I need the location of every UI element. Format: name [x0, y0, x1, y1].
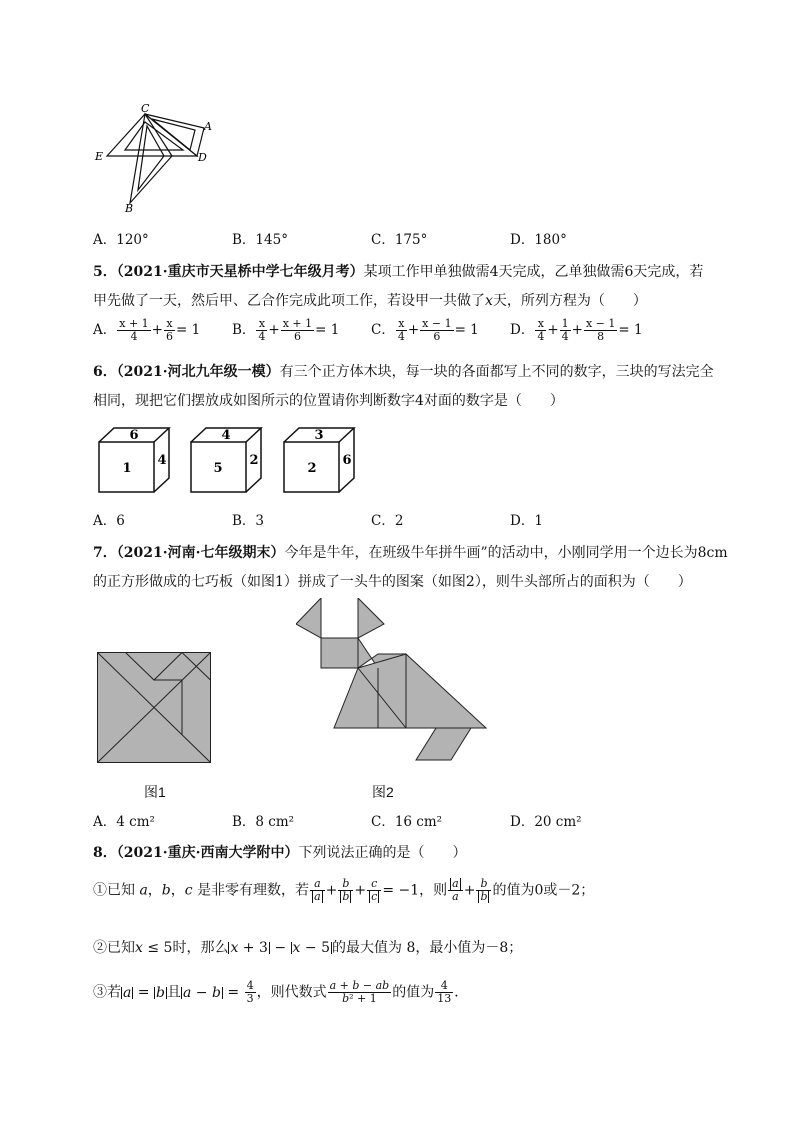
- tangram-bull-figure: [296, 598, 488, 764]
- q5-var: x: [485, 293, 493, 309]
- q5-text2b: 天，所列方程为（ ）: [492, 293, 647, 309]
- q6-option-a: A．6: [93, 513, 125, 529]
- cube1-front: 1: [122, 461, 132, 476]
- q5-option-d: D． $\frac{x}{4}$ + $\frac{1}{4}$ + $\frac{x - 1}{8}$ = 1: [510, 317, 643, 343]
- q7-line2: 的正方形做成的七巧板（如图1）拼成了一头牛的图案（如图2），则牛头部所占的面积为（ ）: [93, 574, 692, 590]
- cubes-figure: [92, 424, 372, 496]
- cube1-right: 4: [157, 453, 167, 468]
- q8-statement-2: ②已知x ≤ 5时，那么 x + 3 − x − 5 的最大值为 8，最小值为－8；: [93, 940, 523, 956]
- cube3-top: 3: [314, 428, 324, 443]
- q5-option-a: A． $\frac{x + 1}{4}$ + $\frac{x}{6}$ = 1: [93, 317, 201, 343]
- q5-line2: [93, 290, 647, 310]
- q6-option-c: C．2: [371, 513, 404, 529]
- q8-statement-3: ③若 a = b 且 a − b = $\frac{4}{3}$ ，则代数式 $\frac{a + b - ab}{\text{b² + 1}}$ 的值为 $\frac{4}{13}$ ．: [93, 979, 469, 1005]
- q7-option-b: B．8 cm²: [232, 814, 295, 830]
- cube3-front: 2: [307, 461, 317, 476]
- tangram-square-figure: [97, 652, 212, 764]
- cube2-front: 5: [213, 461, 223, 476]
- label-a: A: [204, 120, 212, 133]
- q5-text2: 甲先做了一天，然后甲、乙合作完成此项工作，若设甲一共做了: [93, 293, 485, 309]
- q4-option-a: A．120°: [93, 232, 149, 248]
- q7-option-c: C．16 cm²: [371, 814, 443, 830]
- q8-line1: 8．（2021·重庆·西南大学附中）下列说法正确的是（ ）: [93, 845, 467, 861]
- cube2-right: 2: [249, 453, 259, 468]
- label-d: D: [198, 151, 207, 164]
- q7-source: （2021·河南·七年级期末）: [116, 545, 285, 561]
- fig1-caption: 图1: [144, 784, 166, 800]
- q4-option-c: C．175°: [371, 232, 428, 248]
- q8-source: （2021·重庆·西南大学附中）: [116, 845, 299, 861]
- q7-line1: 7．（2021·河南·七年级期末）今年是牛年，在班级牛年拼牛画”的活动中，小刚同学用一个边长为8cm: [93, 545, 728, 561]
- label-e: E: [95, 150, 104, 163]
- cube3-right: 6: [342, 453, 352, 468]
- q5-text1: 某项工作甲单独做需4天完成，乙单独做需6天完成，若: [363, 264, 704, 280]
- q5-source: （2021·重庆市天星桥中学七年级月考）: [116, 264, 364, 280]
- q4-option-b: B．145°: [232, 232, 288, 248]
- q7-option-a: A．4 cm²: [93, 814, 155, 830]
- q6-source: （2021·河北九年级一模）: [116, 364, 280, 380]
- q6-line2: 相同，现把它们摆放成如图所示的位置请你判断数字4对面的数字是（ ）: [93, 393, 564, 409]
- cube1-top: 6: [129, 428, 139, 443]
- q7-option-d: D．20 cm²: [510, 814, 582, 830]
- fig2-caption: 图2: [372, 784, 394, 800]
- q6-line1: 6．（2021·河北九年级一模）有三个正方体木块，每一块的各面都写上不同的数字，三块的写法完全: [93, 364, 714, 380]
- set-square-figure: [92, 100, 222, 215]
- cube2-top: 4: [221, 428, 231, 443]
- q5-line1: [93, 261, 703, 281]
- label-b: B: [125, 202, 134, 215]
- q6-option-b: B．3: [232, 513, 265, 529]
- q5-option-c: C． $\frac{x}{4}$ + $\frac{x - 1}{6}$ = 1: [371, 317, 479, 343]
- q4-option-d: D．180°: [510, 232, 567, 248]
- q8-statement-1: ①已知 a，b，c 是非零有理数，若 $\frac{a}{a}$ + $\frac{b}{b}$ + $\frac{c}{c}$ = −1，则 $\frac{a}{a}$ + $\frac{b}{b}$ 的值为0或－2；: [93, 877, 595, 903]
- q5-number: 5．: [93, 264, 117, 280]
- q5-option-b: B． $\frac{x}{4}$ + $\frac{x + 1}{6}$ = 1: [232, 317, 340, 343]
- q6-option-d: D．1: [510, 513, 543, 529]
- label-c: C: [141, 102, 150, 115]
